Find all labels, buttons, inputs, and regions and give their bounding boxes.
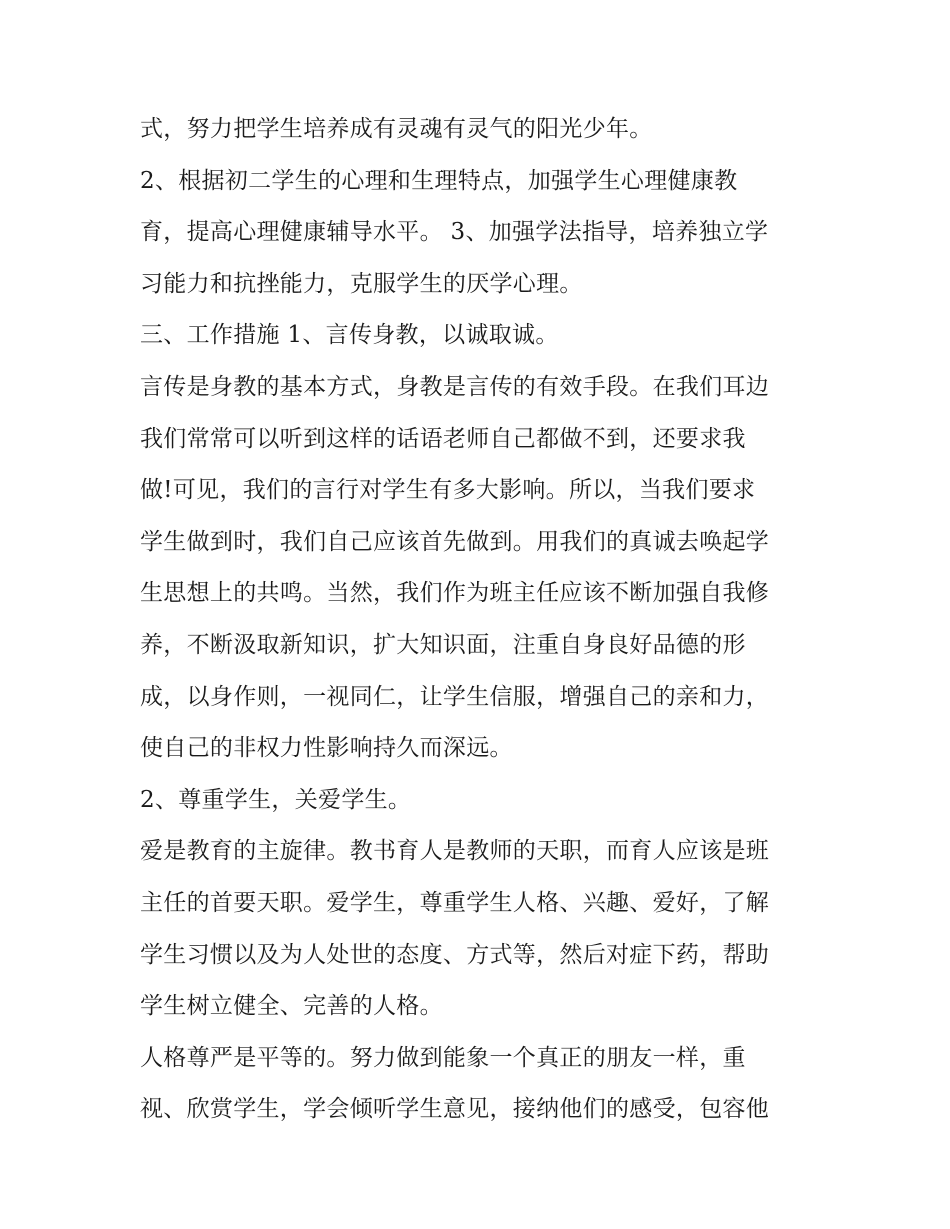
text-line: 养，不断汲取新知识，扩大知识面，注重自身良好品德的形 [140,631,746,658]
document-body [140,104,820,1136]
text-line: 育，提高心理健康辅导水平。 3、加强学法指导，培养独立学 [140,219,769,246]
text-line: 学生做到时，我们自己应该首先做到。用我们的真诚去唤起学 [140,528,770,555]
text-line: 视、欣赏学生，学会倾听学生意见，接纳他们的感受，包容他 [140,1096,770,1123]
text-line: 做!可见，我们的言行对学生有多大影响。所以，当我们要求 [140,477,756,504]
text-line: 言传是身教的基本方式，身教是言传的有效手段。在我们耳边 [140,373,770,400]
text-line: 生思想上的共鸣。当然，我们作为班主任应该不断加强自我修 [140,580,770,607]
text-line: 2、尊重学生，关爱学生。 [140,786,412,813]
text-line: 式，努力把学生培养成有灵魂有灵气的阳光少年。 [140,116,653,142]
text-line: 我们常常可以听到这样的话语老师自己都做不到，还要求我 [140,425,746,452]
text-line: 三、工作措施 1、言传身教，以诚取诚。 [140,322,559,349]
text-line: 人格尊严是平等的。努力做到能象一个真正的朋友一样，重 [140,1044,746,1071]
text-line: 主任的首要天职。爱学生，尊重学生人格、兴趣、爱好，了解 [140,889,770,916]
text-line: 使自己的非权力性影响持久而深远。 [140,735,513,762]
text-line: 学生树立健全、完善的人格。 [140,993,443,1020]
text-line: 学生习惯以及为人处世的态度、方式等，然后对症下药，帮助 [140,941,770,968]
text-line: 习能力和抗挫能力，克服学生的厌学心理。 [140,270,583,297]
text-line: 2、根据初二学生的心理和生理特点，加强学生心理健康教 [140,167,738,194]
text-line: 爱是教育的主旋律。教书育人是教师的天职，而育人应该是班 [140,838,770,865]
text-line: 成，以身作则，一视同仁，让学生信服，增强自己的亲和力， [140,683,770,710]
